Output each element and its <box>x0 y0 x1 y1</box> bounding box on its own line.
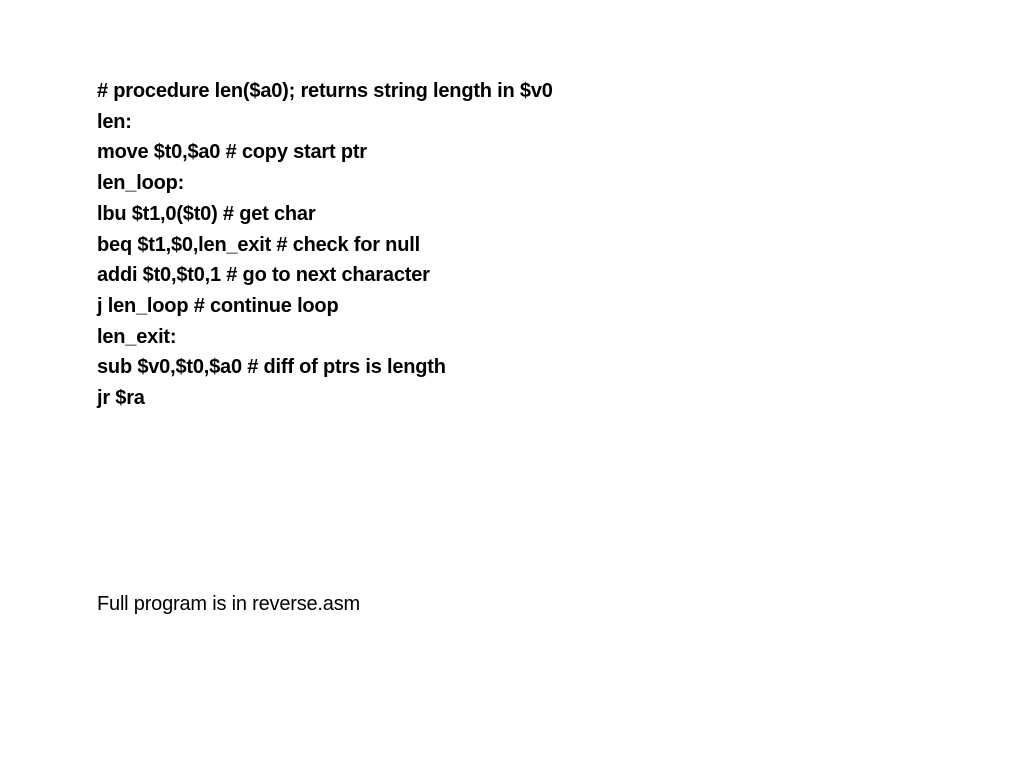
code-line-label-len-loop: len_loop: <box>97 172 185 195</box>
code-line-label-len: len: <box>97 110 132 133</box>
code-line-sub: sub $v0,$t0,$a0 # diff of ptrs is length <box>97 356 446 379</box>
code-line-return: jr $ra <box>97 387 145 410</box>
code-line-beq: beq $t1,$0,len_exit # check for null <box>97 233 420 256</box>
code-line-lbu: lbu $t1,0($t0) # get char <box>97 202 316 225</box>
code-line-move: move $t0,$a0 # copy start ptr <box>97 141 367 164</box>
code-line-jump: j len_loop # continue loop <box>97 294 339 317</box>
code-line-comment-header: # procedure len($a0); returns string length in $v0 <box>97 80 553 102</box>
code-line-label-len-exit: len_exit: <box>97 325 177 348</box>
code-line-addi: addi $t0,$t0,1 # go to next character <box>97 264 430 287</box>
code-block <box>97 76 797 414</box>
program-file-note: Full program is in reverse.asm <box>97 593 360 615</box>
